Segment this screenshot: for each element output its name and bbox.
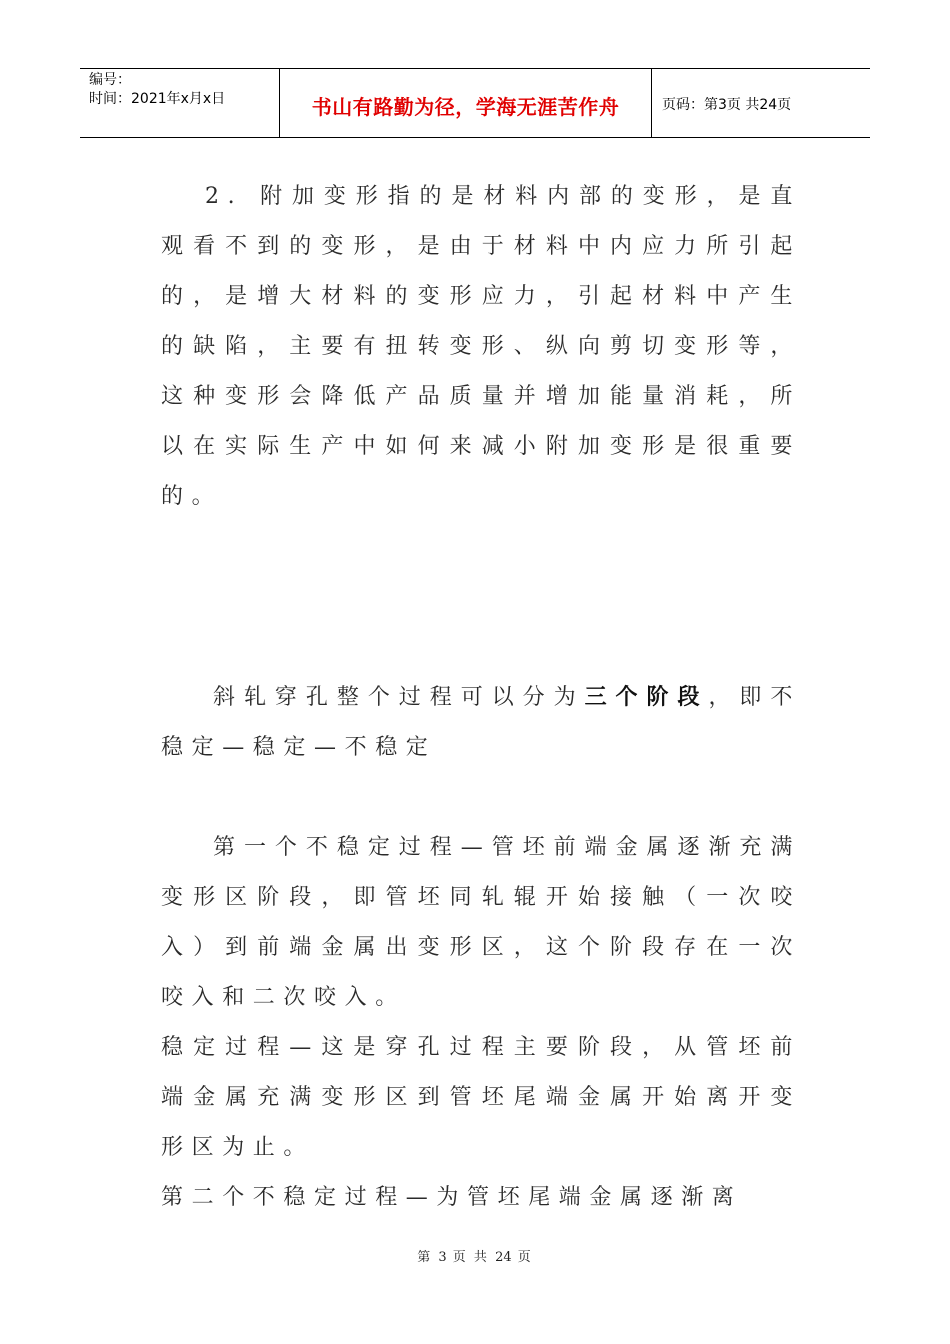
paragraph-stable: 稳定过程—这是穿孔过程主要阶段，从管坯前端金属充满变形区到管坯尾端金属开始离开变形区为止。 (161, 1035, 801, 1160)
paragraph-three-stages (161, 672, 801, 773)
document-body (161, 172, 801, 1223)
three-stages-text-prefix: 斜轧穿孔整个过程可以分为 (213, 685, 585, 710)
paragraph-first-unstable: 第一个不稳定过程—管坯前端金属逐渐充满变形区阶段，即管坯同轧辊开始接触（一次咬入）到前端金属出变形区，这个阶段存在一次咬入和二次咬入。 (161, 835, 801, 1010)
paragraph-second-unstable: 第二个不稳定过程—为管坯尾端金属逐渐离 (161, 1185, 743, 1210)
header-meta (80, 69, 280, 137)
three-stages-bold: 三个阶段 (584, 684, 709, 710)
time-label: 时间：2021年x月x日 (89, 91, 226, 107)
page-header (80, 68, 870, 138)
number-label: 编号： (89, 72, 131, 88)
footer-page-number: 3 (438, 1250, 447, 1265)
header-page-info: 页码：第3页 共24页 (662, 97, 792, 113)
spacer (161, 773, 801, 823)
page-footer (0, 1246, 950, 1265)
paragraph-additional-deformation: 2. 附加变形指的是材料内部的变形，是直观看不到的变形，是由于材料中内应力所引起的，是增大材料的变形应力，引起材料中产生的缺陷，主要有扭转变形、纵向剪切变形等，这种变形会降低产品质量并增加能量消耗，所以在实际生产中如何来减小附加变形是很重要的。 (161, 184, 801, 509)
footer-prefix: 第 (417, 1250, 433, 1265)
spacer (161, 522, 801, 672)
footer-total-pages: 24 (495, 1250, 512, 1265)
footer-middle: 页 共 (452, 1250, 489, 1265)
footer-suffix: 页 (517, 1250, 533, 1265)
header-motto: 书山有路勤为径，学海无涯苦作舟 (280, 69, 652, 137)
three-stages-text-suffix: ，即不稳定—稳定—不稳定 (161, 685, 801, 760)
